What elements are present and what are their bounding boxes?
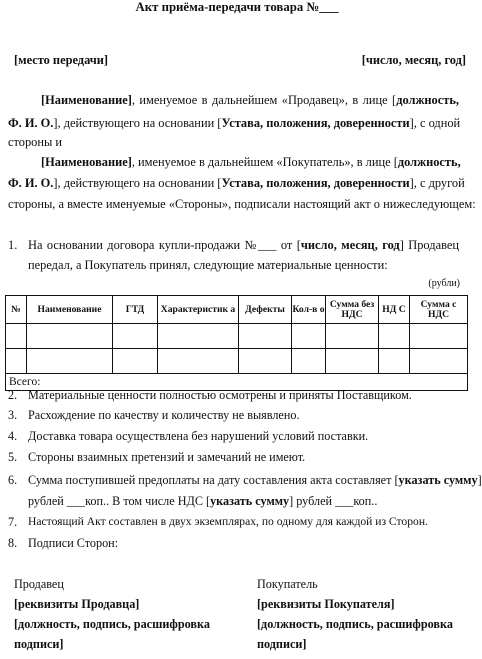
item-6-prepayment-text: Сумма поступившей предоплаты на дату составления акта составляет [ xyxy=(28,473,399,487)
table-cell[interactable] xyxy=(410,324,468,349)
seller-position-placeholder: должность, xyxy=(396,93,459,107)
item-7-number: 7. xyxy=(8,515,18,529)
buyer-position-placeholder: должность, xyxy=(397,155,461,169)
seller-paragraph-line-3: стороны и xyxy=(8,135,63,149)
seller-basis-text: ], действующего на основании [ xyxy=(53,116,222,130)
table-cell[interactable] xyxy=(27,324,113,349)
table-cell[interactable] xyxy=(239,324,292,349)
goods-table xyxy=(5,295,468,391)
document-title: Акт приёма-передачи товара №___ xyxy=(135,0,339,14)
item-6-number: 6. xyxy=(8,473,18,487)
item-6-vat-placeholder: указать сумму xyxy=(210,494,290,508)
item-2-text: Материальные ценности полностью осмотрены и приняты Поставщиком. xyxy=(28,388,412,402)
table-cell[interactable] xyxy=(27,349,113,374)
seller-basis-placeholder: Устава, положения, доверенности xyxy=(221,116,410,130)
table-cell[interactable] xyxy=(113,324,158,349)
item-4-number: 4. xyxy=(8,429,18,443)
table-cell[interactable] xyxy=(158,324,239,349)
table-units: (рубли) xyxy=(428,278,460,289)
buyer-paragraph-line-3: стороны, а вместе именуемые «Стороны», подписали настоящий акт о нижеследующем: xyxy=(8,197,476,211)
header-number: № xyxy=(6,296,27,324)
seller-sign-line-1: [должность, подпись, расшифровка xyxy=(14,617,210,631)
table-row xyxy=(6,324,468,349)
buyer-sign-line-1: [должность, подпись, расшифровка xyxy=(257,617,453,631)
header-vat: НД С xyxy=(379,296,410,324)
header-defects: Дефекты xyxy=(239,296,292,324)
transfer-place: [место передачи] xyxy=(14,53,109,67)
table-cell[interactable] xyxy=(326,349,379,374)
table-cell[interactable] xyxy=(292,324,326,349)
table-cell[interactable] xyxy=(379,349,410,374)
header-sum-with-vat: Сумма с НДС xyxy=(410,296,468,324)
table-cell[interactable] xyxy=(6,349,27,374)
header-sum-without-vat: Сумма без НДС xyxy=(326,296,379,324)
seller-fio-placeholder: Ф. И. О. xyxy=(8,116,54,130)
item-5-number: 5. xyxy=(8,450,18,464)
seller-label: Продавец xyxy=(14,577,64,591)
table-cell[interactable] xyxy=(410,349,468,374)
item-8-number: 8. xyxy=(8,536,18,550)
table-cell[interactable] xyxy=(6,324,27,349)
item-8-text: Подписи Сторон: xyxy=(28,536,119,550)
header-name: Наименование xyxy=(27,296,113,324)
buyer-basis-text: ], действующего на основании [ xyxy=(53,176,222,190)
item-1-seller-text: ] Продавец xyxy=(399,238,459,252)
buyer-fio-placeholder: Ф. И. О. xyxy=(8,176,54,190)
table-header-row xyxy=(6,296,468,324)
item-1-line-1 xyxy=(28,238,459,253)
item-6-bracket: ] xyxy=(477,473,482,487)
item-1-contract-text: На основании договора купли-продажи №___ от [ xyxy=(28,238,301,252)
item-3-text: Расхождение по качеству и количеству не выявлено. xyxy=(28,408,300,422)
item-1-number: 1. xyxy=(8,238,18,252)
item-1-date-placeholder: число, месяц, год xyxy=(300,238,400,252)
header-characteristic: Характеристик а xyxy=(158,296,239,324)
item-1-line-2: передал, а Покупатель принял, следующие материальные ценности: xyxy=(28,258,388,272)
seller-sign-line-2: подписи] xyxy=(14,637,64,651)
item-6-amount-placeholder: указать сумму xyxy=(398,473,478,487)
buyer-basis-placeholder: Устава, положения, доверенности xyxy=(221,176,410,190)
table-total-label: Всего: xyxy=(6,374,468,391)
item-7-text: Настоящий Акт составлен в двух экземплярах, по одному для каждой из Сторон. xyxy=(28,515,428,528)
item-4-text: Доставка товара осуществлена без нарушений условий поставки. xyxy=(28,429,369,443)
item-6-line-2 xyxy=(28,494,377,509)
seller-details-placeholder: [реквизиты Продавца] xyxy=(14,597,140,611)
seller-paragraph-line-1 xyxy=(41,93,459,108)
item-5-text: Стороны взаимных претензий и замечаний не имеют. xyxy=(28,450,306,464)
header-gtd: ГТД xyxy=(113,296,158,324)
item-6-rubles-text: рублей ___коп.. В том числе НДС [ xyxy=(28,494,211,508)
transfer-date: [число, месяц, год] xyxy=(361,53,466,67)
item-2-number: 2. xyxy=(8,388,18,402)
buyer-name-placeholder: [Наименование] xyxy=(41,155,132,169)
table-row xyxy=(6,349,468,374)
table-cell[interactable] xyxy=(379,324,410,349)
seller-side-text: ], с одной xyxy=(409,116,461,130)
buyer-side-text: ], с другой xyxy=(409,176,465,190)
table-cell[interactable] xyxy=(292,349,326,374)
table-cell[interactable] xyxy=(326,324,379,349)
item-3-number: 3. xyxy=(8,408,18,422)
buyer-paragraph-line-2 xyxy=(8,176,465,191)
table-cell[interactable] xyxy=(158,349,239,374)
item-6-line-1 xyxy=(28,473,482,488)
buyer-sign-line-2: подписи] xyxy=(257,637,307,651)
table-cell[interactable] xyxy=(113,349,158,374)
buyer-intro-text: , именуемое в дальнейшем «Покупатель», в лице [ xyxy=(131,155,398,169)
table-cell[interactable] xyxy=(239,349,292,374)
buyer-label: Покупатель xyxy=(257,577,318,591)
header-quantity: Кол-в о xyxy=(292,296,326,324)
item-6-vat-rubles-text: ] рублей ___коп.. xyxy=(289,494,378,508)
buyer-details-placeholder: [реквизиты Покупателя] xyxy=(257,597,395,611)
seller-paragraph-line-2 xyxy=(8,116,459,131)
buyer-paragraph-line-1 xyxy=(41,155,459,170)
seller-intro-text: , именуемое в дальнейшем «Продавец», в лице [ xyxy=(131,93,397,107)
seller-name-placeholder: [Наименование] xyxy=(41,93,132,107)
